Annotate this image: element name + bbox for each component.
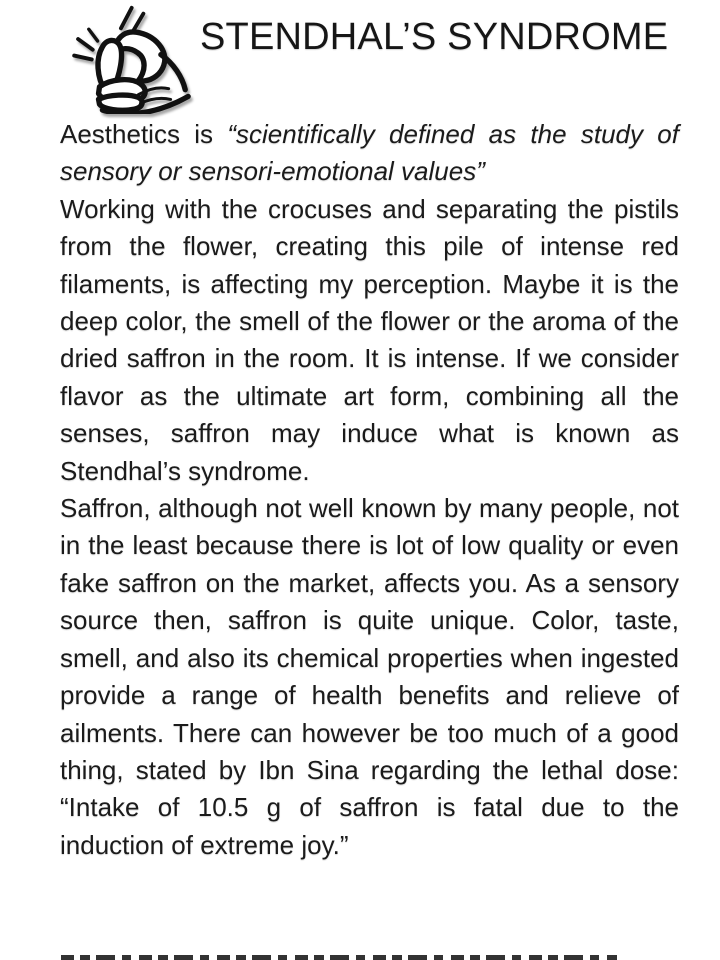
aesthetics-quote-italic: “scientifically defined as the study of sensory or sensori-emotional values” — [60, 119, 679, 187]
paragraph-aesthetics — [60, 116, 679, 191]
page-header — [0, 0, 720, 118]
paragraph-working-crocuses: Working with the crocuses and separating the pistils from the flower, creating this pile of intense red filaments, is affecting my perception. Maybe it is the deep color, the smell of the flower or the aroma of the dried saffron in the room. It is intense. If we consider flavor as the ultimate art form, combining all the senses, saffron may induce what is known as Stendhal’s syndrome. — [60, 193, 679, 486]
clipped-next-text-line — [61, 955, 617, 960]
article-body — [60, 116, 679, 864]
page-title: STENDHAL’S SYNDROME — [200, 16, 669, 58]
aesthetics-lead-text: Aesthetics is — [60, 119, 228, 149]
finger-snap-icon — [44, 2, 194, 114]
paragraph-saffron-senses: Saffron, although not well known by many people, not in the least because there is lot of low quality or even fake saffron on the market, affects you. As a sensory source then, saffron is quite unique. Color, taste, smell, and also its chemical properties when ingested provide a range of health benefits and relieve of ailments. There can however be too much of a good thing, stated by Ibn Sina regarding the lethal dose: “Intake of 10.5 g of saffron is fatal due to the induction of extreme joy.” — [60, 493, 679, 860]
